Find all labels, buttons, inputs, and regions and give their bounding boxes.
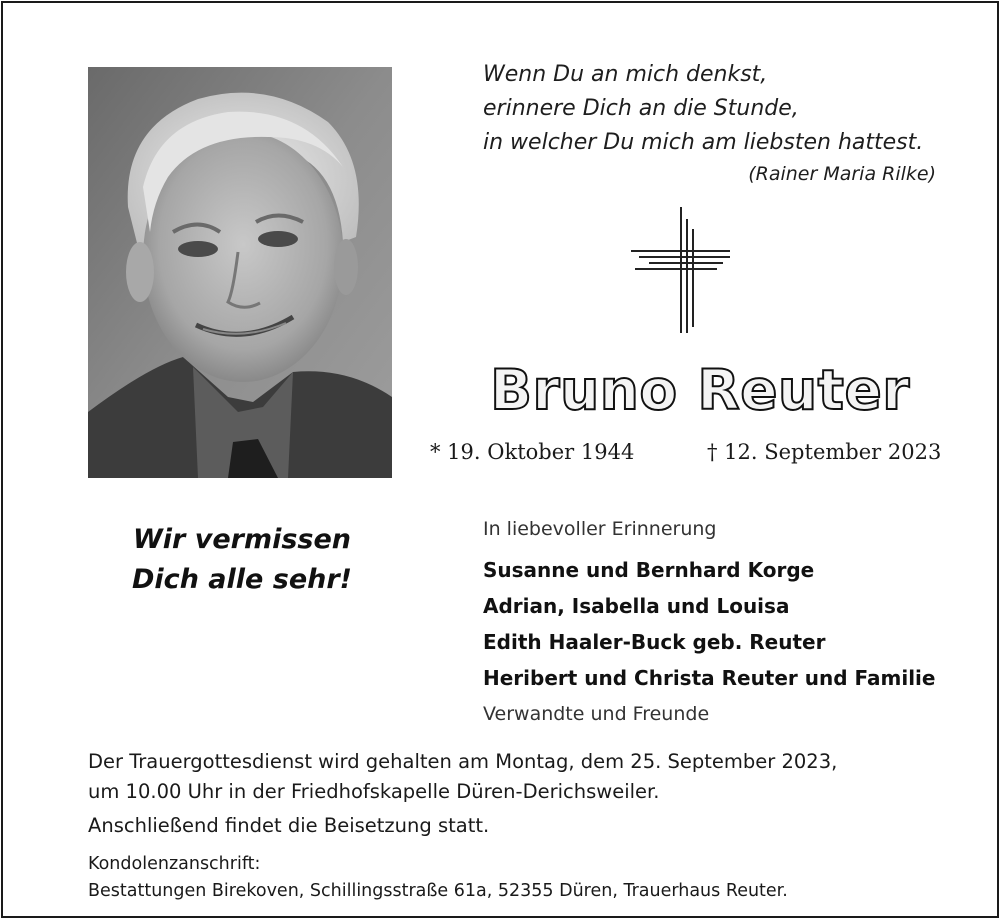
miss-line: Wir vermissen xyxy=(132,524,352,555)
service-line: um 10.00 Uhr in der Friedhofskapelle Düren-Derichsweiler. xyxy=(88,780,660,803)
rilke-quote xyxy=(483,58,923,160)
mourner-name: Edith Haaler-Buck geb. Reuter xyxy=(483,630,826,654)
relatives-line: Verwandte und Freunde xyxy=(483,703,710,725)
death-date: † 12. September 2023 xyxy=(707,440,942,464)
service-line: Der Trauergottesdienst wird gehalten am Montag, dem 25. September 2023, xyxy=(88,750,838,773)
quote-author: (Rainer Maria Rilke) xyxy=(748,163,936,185)
quote-line: erinnere Dich an die Stunde, xyxy=(483,96,799,121)
miss-line: Dich alle sehr! xyxy=(132,564,352,595)
mourner-name: Adrian, Isabella und Louisa xyxy=(483,594,790,618)
cross-icon xyxy=(631,205,731,339)
quote-line: in welcher Du mich am liebsten hattest. xyxy=(483,130,924,155)
condolence-address xyxy=(88,851,788,905)
burial-info: Anschließend findet die Beisetzung statt. xyxy=(88,814,490,837)
service-info xyxy=(88,747,837,807)
condolence-text: Bestattungen Birekoven, Schillingsstraße 61a, 52355 Düren, Trauerhaus Reuter. xyxy=(88,881,788,901)
memory-intro: In liebevoller Erinnerung xyxy=(483,518,717,540)
mourner-name: Heribert und Christa Reuter und Familie xyxy=(483,666,936,690)
birth-date: * 19. Oktober 1944 xyxy=(430,440,635,464)
deceased-name: Bruno Reuter xyxy=(490,358,910,422)
quote-line: Wenn Du an mich denkst, xyxy=(483,62,768,87)
portrait-photo-icon xyxy=(88,67,392,478)
mourners-list xyxy=(483,552,935,696)
condolence-label: Kondolenzanschrift: xyxy=(88,854,261,874)
mourner-name: Susanne und Bernhard Korge xyxy=(483,558,815,582)
miss-message xyxy=(92,520,392,600)
